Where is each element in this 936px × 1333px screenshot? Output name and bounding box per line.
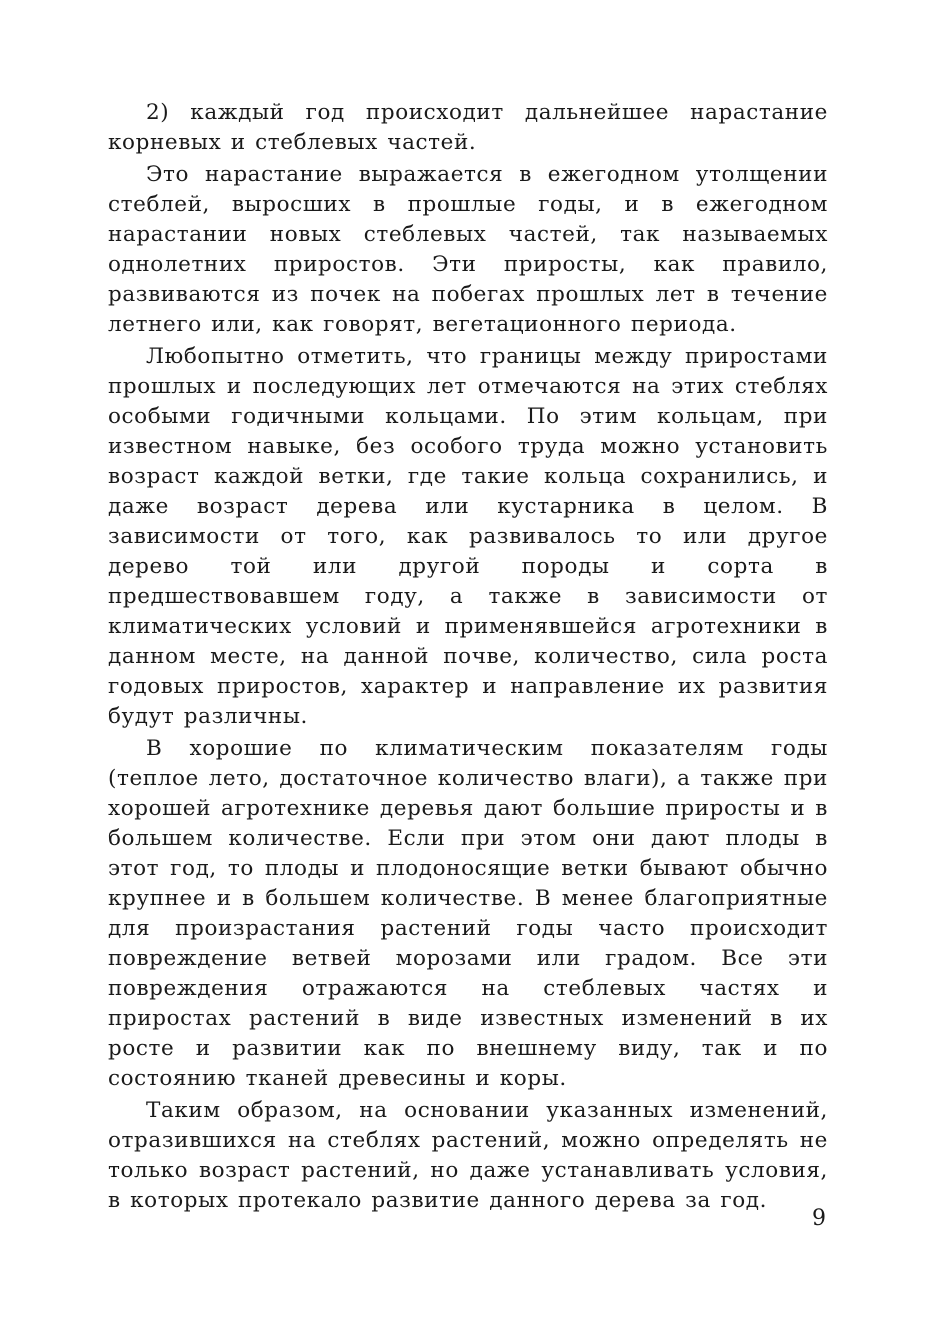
paragraph-4: В хорошие по климатическим показателям годы (теплое лето, достаточное количество влаги), а также при хорошей агротехнике деревья дают большие приросты и в большем количестве. Если при этом они дают плоды в этот год, то плоды и плодоносящие ветки бывают обычно крупнее и в большем количестве. В менее благоприятные для произрастания растений годы часто происходит повреждение ветвей морозами или градом. Все эти повреждения отражаются на стеблевых частях и приростах растений в виде известных изменений в их росте и развитии как по внешнему виду, так и по состоянию тканей древесины и коры. <box>108 736 828 1091</box>
page-number: 9 <box>812 1206 826 1231</box>
paragraph-2: Это нарастание выражается в ежегодном утолщении стеблей, выросших в прошлые годы, и в ежегодном нарастании новых стеблевых частей, так называемых однолетних приростов. Эти приросты, как правило, развиваются из почек на побегах прошлых лет в течение летнего или, как говорят, вегетационного периода. <box>108 162 828 337</box>
body-text <box>108 98 828 1218</box>
paragraph-3: Любопытно отметить, что границы между приростами прошлых и последующих лет отмечаются на этих стеблях особыми годичными кольцами. По этим кольцам, при известном навыке, без особого труда можно установить возраст каждой ветки, где такие кольца сохранились, и даже возраст дерева или кустарника в целом. В зависимости от того, как развивалось то или другое дерево той или другой породы и сорта в предшествовавшем году, а также в зависимости от климатических условий и применявшейся агротехники в данном месте, на данной почве, количество, сила роста годовых приростов, характер и направление их развития будут различны. <box>108 344 828 729</box>
paragraph-5: Таким образом, на основании указанных изменений, отразившихся на стеблях растений, можно определять не только возраст растений, но даже устанавливать условия, в которых протекало развитие данного дерева за год. <box>108 1098 828 1213</box>
paragraph-1: 2) каждый год происходит дальнейшее нарастание корневых и стеблевых частей. <box>108 100 828 155</box>
